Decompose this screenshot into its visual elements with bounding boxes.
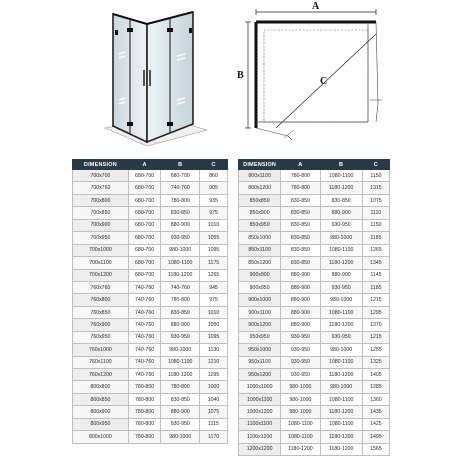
b-cell: 930-950: [161, 232, 200, 244]
b-cell: 830-850: [161, 207, 200, 219]
b-cell: 780-800: [161, 381, 200, 393]
a-cell: 980-1000: [281, 406, 320, 418]
a-cell: 930-950: [281, 356, 320, 368]
a-cell: 680-700: [128, 244, 161, 256]
c-cell: 1175: [200, 257, 228, 269]
table-row: [239, 244, 390, 256]
a-cell: 680-700: [128, 182, 161, 194]
table-header-row: [73, 160, 228, 170]
a-cell: 780-800: [128, 418, 161, 430]
c-cell: 1040: [200, 393, 228, 405]
c-cell: 1215: [362, 294, 389, 306]
b-cell: 680-700: [161, 170, 200, 182]
b-cell: 1180-1200: [161, 269, 200, 281]
c-cell: 1285: [362, 381, 389, 393]
b-cell: 1080-1100: [320, 418, 362, 430]
b-cell: 880-900: [161, 319, 200, 331]
a-cell: 1080-1100: [281, 418, 320, 430]
dimension-cell: 850x1000: [239, 232, 281, 244]
c-cell: 1210: [200, 356, 228, 368]
header-c: C: [200, 160, 228, 170]
table-row: [239, 369, 390, 381]
b-cell: 980-1000: [161, 344, 200, 356]
c-cell: 1170: [200, 431, 228, 443]
dimension-cell: 700x900: [73, 219, 129, 231]
dimension-cell: 900x1000: [239, 294, 281, 306]
b-cell: 1080-1100: [320, 306, 362, 318]
c-cell: 935: [200, 194, 228, 206]
dimension-cell: 1100x1100: [239, 418, 281, 430]
table-row: [239, 182, 390, 194]
c-cell: 1345: [362, 257, 389, 269]
b-cell: 880-900: [320, 207, 362, 219]
a-cell: 830-850: [281, 207, 320, 219]
c-cell: 975: [200, 294, 228, 306]
b-cell: 980-1000: [320, 232, 362, 244]
dimension-cell: 1000x1000: [239, 381, 281, 393]
c-cell: 1255: [362, 344, 389, 356]
c-cell: 860: [200, 170, 228, 182]
a-cell: 740-760: [128, 319, 161, 331]
dimension-cell: 760x950: [73, 331, 129, 343]
dimension-cell: 760x1200: [73, 369, 129, 381]
c-cell: 1315: [362, 182, 389, 194]
b-cell: 930-950: [320, 281, 362, 293]
a-cell: 880-900: [281, 269, 320, 281]
a-cell: 780-800: [128, 431, 161, 443]
dimension-cell: 950x1200: [239, 369, 281, 381]
b-cell: 1180-1200: [320, 431, 362, 443]
b-cell: 830-850: [320, 194, 362, 206]
dimension-cell: 850x1100: [239, 244, 281, 256]
dimension-cell: 700x800: [73, 194, 129, 206]
a-cell: 930-950: [281, 369, 320, 381]
c-cell: 1295: [362, 306, 389, 318]
dimension-cell: 760x1100: [73, 356, 129, 368]
a-cell: 1180-1200: [281, 443, 320, 455]
a-cell: 740-760: [128, 369, 161, 381]
floor-plan-diagram: [228, 0, 388, 152]
table-row: [73, 182, 228, 194]
dimension-cell: 700x1200: [73, 269, 129, 281]
table-row: [73, 369, 228, 381]
a-cell: 740-760: [128, 281, 161, 293]
shower-enclosure-illustration: [95, 0, 215, 152]
c-cell: 1425: [362, 418, 389, 430]
c-cell: 1405: [362, 369, 389, 381]
table-row: [239, 381, 390, 393]
table-row: [73, 219, 228, 231]
dimension-cell: 760x760: [73, 281, 129, 293]
b-cell: 1080-1100: [320, 356, 362, 368]
table-row: [73, 194, 228, 206]
b-cell: 740-760: [161, 281, 200, 293]
c-cell: 1110: [362, 207, 389, 219]
dimension-cell: 850x1200: [239, 257, 281, 269]
dimension-cell: 800x1000: [73, 431, 129, 443]
table-row: [73, 232, 228, 244]
a-cell: 680-700: [128, 257, 161, 269]
b-cell: 1180-1200: [320, 319, 362, 331]
dimension-cell: 1200x1200: [239, 443, 281, 455]
a-cell: 880-900: [281, 294, 320, 306]
header-a: A: [281, 160, 320, 170]
b-cell: 830-850: [161, 393, 200, 405]
b-cell: 930-950: [320, 219, 362, 231]
dimension-cell: 900x900: [239, 269, 281, 281]
table-row: [239, 306, 390, 318]
c-cell: 1130: [200, 344, 228, 356]
c-cell: 1265: [200, 269, 228, 281]
a-cell: 680-700: [128, 170, 161, 182]
table-row: [239, 443, 390, 455]
a-cell: 780-800: [281, 182, 320, 194]
b-cell: 780-800: [161, 294, 200, 306]
b-cell: 930-950: [161, 418, 200, 430]
table-row: [239, 393, 390, 405]
dimension-cell: 700x1000: [73, 244, 129, 256]
c-cell: 1185: [362, 281, 389, 293]
c-cell: 1010: [200, 219, 228, 231]
dimension-cell: 900x950: [239, 281, 281, 293]
dimension-cell: 900x1200: [239, 319, 281, 331]
c-cell: 1150: [362, 219, 389, 231]
table-row: [73, 431, 228, 443]
table-row: [73, 281, 228, 293]
table-row: [73, 331, 228, 343]
dimension-cell: 1100x1200: [239, 431, 281, 443]
dimension-cell: 700x700: [73, 170, 129, 182]
c-cell: 1075: [200, 406, 228, 418]
a-cell: 930-950: [281, 331, 320, 343]
c-cell: 945: [200, 281, 228, 293]
a-cell: 830-850: [281, 257, 320, 269]
table-row: [73, 381, 228, 393]
a-cell: 880-900: [281, 319, 320, 331]
dimension-cell: 760x900: [73, 319, 129, 331]
a-cell: 740-760: [128, 306, 161, 318]
a-cell: 740-760: [128, 331, 161, 343]
b-cell: 1080-1100: [161, 356, 200, 368]
b-cell: 930-950: [161, 331, 200, 343]
c-cell: 1435: [362, 406, 389, 418]
table-row: [73, 207, 228, 219]
dimension-cell: 800x800: [73, 381, 129, 393]
table-row: [239, 207, 390, 219]
header-c: C: [362, 160, 389, 170]
b-cell: 1180-1200: [161, 369, 200, 381]
c-cell: 1495: [362, 431, 389, 443]
size-table-right: [238, 159, 390, 456]
dimension-cell: 850x900: [239, 207, 281, 219]
table-row: [73, 319, 228, 331]
size-table-left: [72, 159, 228, 444]
b-cell: 980-1000: [161, 431, 200, 443]
c-cell: 1095: [200, 244, 228, 256]
dimension-cell: 700x850: [73, 207, 129, 219]
table-row: [239, 356, 390, 368]
table-row: [73, 269, 228, 281]
b-cell: 780-800: [161, 194, 200, 206]
c-cell: 1185: [362, 232, 389, 244]
table-row: [239, 269, 390, 281]
table-row: [239, 232, 390, 244]
c-cell: 1095: [200, 331, 228, 343]
table-header-row: [239, 160, 390, 170]
table-row: [239, 294, 390, 306]
table-row: [73, 393, 228, 405]
dimension-cell: 700x760: [73, 182, 129, 194]
dimension-cell: 800x900: [73, 406, 129, 418]
dimension-cell: 950x1100: [239, 356, 281, 368]
dimension-cell: 950x1000: [239, 344, 281, 356]
table-row: [239, 219, 390, 231]
a-cell: 680-700: [128, 232, 161, 244]
a-cell: 780-800: [281, 170, 320, 182]
c-cell: 1050: [200, 319, 228, 331]
c-cell: 1000: [200, 381, 228, 393]
b-cell: 1080-1100: [320, 393, 362, 405]
table-row: [239, 344, 390, 356]
b-cell: 1180-1200: [320, 369, 362, 381]
b-cell: 1080-1100: [320, 244, 362, 256]
dimension-cell: 800x1100: [239, 170, 281, 182]
table-row: [239, 319, 390, 331]
table-row: [239, 406, 390, 418]
c-cell: 1370: [362, 319, 389, 331]
b-cell: 1180-1200: [320, 406, 362, 418]
c-cell: 1325: [362, 356, 389, 368]
a-cell: 780-800: [128, 381, 161, 393]
header-dimension: DIMENSION: [239, 160, 281, 170]
table-row: [73, 356, 228, 368]
a-cell: 830-850: [281, 232, 320, 244]
dimension-cell: 850x850: [239, 194, 281, 206]
dimension-cell: 950x950: [239, 331, 281, 343]
b-cell: 980-1000: [320, 294, 362, 306]
dimension-cell: 1000x1200: [239, 406, 281, 418]
c-cell: 1295: [200, 369, 228, 381]
c-cell: 1010: [200, 306, 228, 318]
dimension-cell: 900x1100: [239, 306, 281, 318]
a-cell: 680-700: [128, 269, 161, 281]
b-cell: 930-950: [320, 331, 362, 343]
table-row: [73, 418, 228, 430]
b-cell: 1080-1100: [320, 170, 362, 182]
dimension-c-label: C: [320, 76, 328, 87]
table-row: [239, 418, 390, 430]
a-cell: 780-800: [128, 406, 161, 418]
c-cell: 905: [200, 182, 228, 194]
c-cell: 1565: [362, 443, 389, 455]
table-row: [239, 331, 390, 343]
c-cell: 1145: [362, 269, 389, 281]
c-cell: 1360: [362, 393, 389, 405]
a-cell: 880-900: [281, 306, 320, 318]
a-cell: 740-760: [128, 294, 161, 306]
b-cell: 880-900: [320, 269, 362, 281]
dimension-cell: 850x950: [239, 219, 281, 231]
c-cell: 1055: [200, 232, 228, 244]
dimension-cell: 700x1100: [73, 257, 129, 269]
b-cell: 1180-1200: [320, 182, 362, 194]
a-cell: 680-700: [128, 194, 161, 206]
b-cell: 1180-1200: [320, 443, 362, 455]
dimension-a-label: A: [312, 1, 320, 12]
a-cell: 740-760: [128, 356, 161, 368]
c-cell: 1215: [362, 331, 389, 343]
a-cell: 980-1000: [281, 381, 320, 393]
table-row: [73, 294, 228, 306]
a-cell: 830-850: [281, 219, 320, 231]
a-cell: 830-850: [281, 194, 320, 206]
table-body-right: [239, 170, 390, 456]
a-cell: 680-700: [128, 207, 161, 219]
b-cell: 830-850: [161, 306, 200, 318]
header-a: A: [128, 160, 161, 170]
dimension-cell: 800x850: [73, 393, 129, 405]
header-b: B: [320, 160, 362, 170]
table-body-left: [73, 170, 228, 444]
table-row: [239, 257, 390, 269]
c-cell: 1150: [362, 170, 389, 182]
dimension-cell: 800x950: [73, 418, 129, 430]
table-row: [73, 344, 228, 356]
table-row: [239, 431, 390, 443]
a-cell: 880-900: [281, 281, 320, 293]
tray-outline: [264, 30, 368, 122]
dimension-cell: 760x1000: [73, 344, 129, 356]
table-row: [73, 257, 228, 269]
a-cell: 740-760: [128, 344, 161, 356]
table-row: [239, 170, 390, 182]
a-cell: 1080-1100: [281, 431, 320, 443]
dimension-cell: 800x1200: [239, 182, 281, 194]
a-cell: 980-1000: [281, 393, 320, 405]
b-cell: 1080-1100: [161, 257, 200, 269]
table-row: [73, 170, 228, 182]
table-row: [73, 244, 228, 256]
a-cell: 830-850: [281, 244, 320, 256]
table-row: [73, 406, 228, 418]
a-cell: 780-800: [128, 393, 161, 405]
c-cell: 1265: [362, 244, 389, 256]
a-cell: 930-950: [281, 344, 320, 356]
c-cell: 1115: [200, 418, 228, 430]
dimension-b-label: B: [237, 70, 244, 81]
b-cell: 980-1000: [320, 344, 362, 356]
table-row: [239, 281, 390, 293]
table-row: [239, 194, 390, 206]
header-dimension: DIMENSION: [73, 160, 129, 170]
b-cell: 980-1000: [320, 381, 362, 393]
c-cell: 1075: [362, 194, 389, 206]
a-cell: 680-700: [128, 219, 161, 231]
b-cell: 1180-1200: [320, 257, 362, 269]
dimension-cell: 1000x1100: [239, 393, 281, 405]
b-cell: 740-760: [161, 182, 200, 194]
dimension-cell: 760x850: [73, 306, 129, 318]
dimension-cell: 700x950: [73, 232, 129, 244]
b-cell: 880-900: [161, 406, 200, 418]
c-cell: 975: [200, 207, 228, 219]
table-row: [73, 306, 228, 318]
b-cell: 980-1000: [161, 244, 200, 256]
b-cell: 880-900: [161, 219, 200, 231]
header-b: B: [161, 160, 200, 170]
dimension-cell: 760x800: [73, 294, 129, 306]
